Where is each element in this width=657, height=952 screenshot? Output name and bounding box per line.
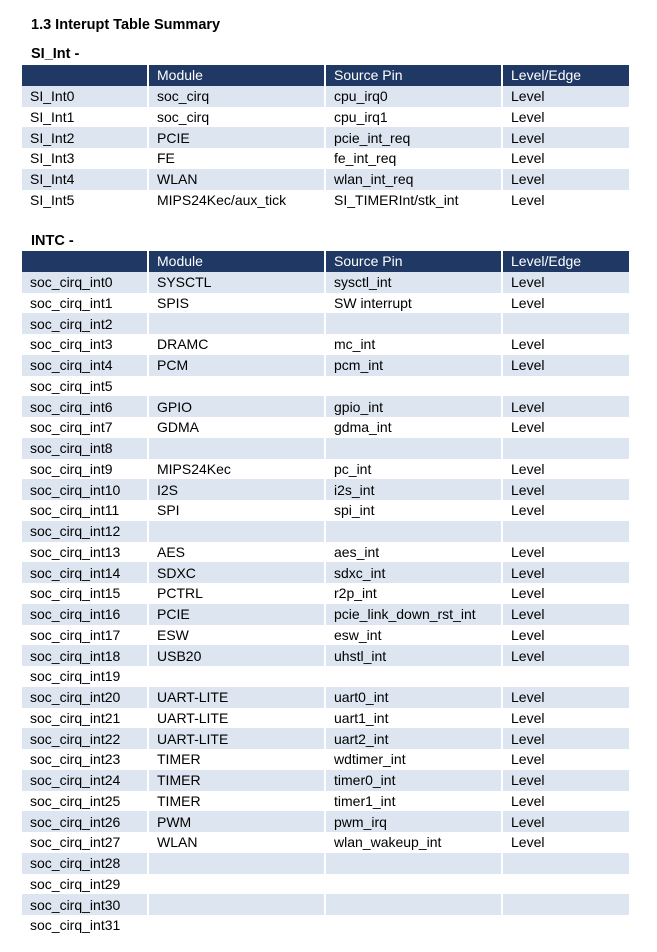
table-row bbox=[22, 521, 629, 542]
table-row bbox=[22, 107, 629, 128]
cell-level-edge: Level bbox=[502, 583, 629, 604]
table-row bbox=[22, 749, 629, 770]
cell-level-edge bbox=[502, 666, 629, 687]
cell-source-pin: pwm_irq bbox=[325, 811, 502, 832]
cell-module bbox=[148, 521, 325, 542]
cell-interrupt-name: soc_cirq_int10 bbox=[22, 479, 148, 500]
table-row bbox=[22, 853, 629, 874]
cell-source-pin: pcie_int_req bbox=[325, 127, 502, 148]
cell-source-pin: gdma_int bbox=[325, 417, 502, 438]
cell-interrupt-name: soc_cirq_int20 bbox=[22, 687, 148, 708]
cell-level-edge: Level bbox=[502, 272, 629, 293]
cell-module: WLAN bbox=[148, 169, 325, 190]
cell-interrupt-name: soc_cirq_int25 bbox=[22, 791, 148, 812]
cell-source-pin: uart1_int bbox=[325, 708, 502, 729]
cell-source-pin: sdxc_int bbox=[325, 562, 502, 583]
cell-source-pin: uart0_int bbox=[325, 687, 502, 708]
table-row bbox=[22, 127, 629, 148]
table-header-row bbox=[22, 251, 629, 272]
cell-module: SYSCTL bbox=[148, 272, 325, 293]
cell-source-pin: esw_int bbox=[325, 625, 502, 646]
cell-module bbox=[148, 915, 325, 936]
intc-table bbox=[22, 251, 629, 936]
cell-module: PCM bbox=[148, 355, 325, 376]
cell-interrupt-name: soc_cirq_int19 bbox=[22, 666, 148, 687]
cell-level-edge: Level bbox=[502, 728, 629, 749]
table-row bbox=[22, 894, 629, 915]
column-header-module: Module bbox=[148, 65, 325, 86]
cell-interrupt-name: SI_Int4 bbox=[22, 169, 148, 190]
cell-level-edge: Level bbox=[502, 396, 629, 417]
si-int-table-body bbox=[22, 86, 629, 211]
cell-module: DRAMC bbox=[148, 334, 325, 355]
cell-interrupt-name: soc_cirq_int21 bbox=[22, 708, 148, 729]
table-row bbox=[22, 376, 629, 397]
table-row bbox=[22, 874, 629, 895]
cell-interrupt-name: soc_cirq_int7 bbox=[22, 417, 148, 438]
cell-module: UART-LITE bbox=[148, 687, 325, 708]
cell-interrupt-name: soc_cirq_int15 bbox=[22, 583, 148, 604]
cell-level-edge: Level bbox=[502, 625, 629, 646]
cell-level-edge: Level bbox=[502, 334, 629, 355]
cell-level-edge bbox=[502, 438, 629, 459]
cell-source-pin: sysctl_int bbox=[325, 272, 502, 293]
cell-module: PCIE bbox=[148, 127, 325, 148]
cell-module bbox=[148, 376, 325, 397]
table-row bbox=[22, 625, 629, 646]
table-row bbox=[22, 583, 629, 604]
cell-interrupt-name: soc_cirq_int29 bbox=[22, 874, 148, 895]
cell-module: ESW bbox=[148, 625, 325, 646]
cell-level-edge: Level bbox=[502, 293, 629, 314]
cell-module bbox=[148, 874, 325, 895]
cell-interrupt-name: soc_cirq_int22 bbox=[22, 728, 148, 749]
cell-module: TIMER bbox=[148, 749, 325, 770]
table-row bbox=[22, 313, 629, 334]
cell-interrupt-name: soc_cirq_int5 bbox=[22, 376, 148, 397]
cell-module bbox=[148, 313, 325, 334]
cell-module: soc_cirq bbox=[148, 107, 325, 128]
cell-interrupt-name: soc_cirq_int18 bbox=[22, 645, 148, 666]
cell-level-edge: Level bbox=[502, 687, 629, 708]
cell-source-pin: aes_int bbox=[325, 542, 502, 563]
table-row bbox=[22, 915, 629, 936]
table-row bbox=[22, 666, 629, 687]
cell-interrupt-name: soc_cirq_int26 bbox=[22, 811, 148, 832]
cell-source-pin: gpio_int bbox=[325, 396, 502, 417]
cell-source-pin: uart2_int bbox=[325, 728, 502, 749]
cell-module: USB20 bbox=[148, 645, 325, 666]
cell-level-edge: Level bbox=[502, 770, 629, 791]
cell-level-edge bbox=[502, 915, 629, 936]
cell-module: WLAN bbox=[148, 832, 325, 853]
cell-source-pin bbox=[325, 521, 502, 542]
table-row bbox=[22, 708, 629, 729]
cell-module: SPI bbox=[148, 500, 325, 521]
cell-module bbox=[148, 894, 325, 915]
table-row bbox=[22, 272, 629, 293]
cell-level-edge: Level bbox=[502, 459, 629, 480]
table-row bbox=[22, 148, 629, 169]
table-row bbox=[22, 169, 629, 190]
cell-module: PWM bbox=[148, 811, 325, 832]
cell-level-edge: Level bbox=[502, 791, 629, 812]
table-row bbox=[22, 832, 629, 853]
cell-level-edge bbox=[502, 313, 629, 334]
cell-module: SPIS bbox=[148, 293, 325, 314]
table-row bbox=[22, 417, 629, 438]
cell-module: I2S bbox=[148, 479, 325, 500]
cell-module: SDXC bbox=[148, 562, 325, 583]
table-row bbox=[22, 438, 629, 459]
column-header-name bbox=[22, 65, 148, 86]
cell-module: UART-LITE bbox=[148, 708, 325, 729]
cell-source-pin: pc_int bbox=[325, 459, 502, 480]
cell-source-pin bbox=[325, 666, 502, 687]
cell-interrupt-name: soc_cirq_int31 bbox=[22, 915, 148, 936]
si-int-table-title: SI_Int - bbox=[31, 46, 80, 62]
cell-source-pin: uhstl_int bbox=[325, 645, 502, 666]
table-row bbox=[22, 86, 629, 107]
cell-source-pin: pcm_int bbox=[325, 355, 502, 376]
cell-interrupt-name: SI_Int2 bbox=[22, 127, 148, 148]
cell-level-edge: Level bbox=[502, 542, 629, 563]
column-header-source-pin: Source Pin bbox=[325, 251, 502, 272]
cell-module: MIPS24Kec bbox=[148, 459, 325, 480]
cell-level-edge: Level bbox=[502, 107, 629, 128]
table-row bbox=[22, 293, 629, 314]
table-row bbox=[22, 459, 629, 480]
cell-interrupt-name: soc_cirq_int28 bbox=[22, 853, 148, 874]
table-header-row bbox=[22, 65, 629, 86]
cell-interrupt-name: soc_cirq_int17 bbox=[22, 625, 148, 646]
cell-interrupt-name: SI_Int1 bbox=[22, 107, 148, 128]
cell-level-edge: Level bbox=[502, 355, 629, 376]
intc-table-body bbox=[22, 272, 629, 936]
cell-source-pin: timer0_int bbox=[325, 770, 502, 791]
section-title: 1.3 Interupt Table Summary bbox=[31, 17, 221, 33]
cell-level-edge bbox=[502, 874, 629, 895]
cell-source-pin: i2s_int bbox=[325, 479, 502, 500]
cell-interrupt-name: soc_cirq_int16 bbox=[22, 604, 148, 625]
cell-source-pin: pcie_link_down_rst_int bbox=[325, 604, 502, 625]
cell-source-pin bbox=[325, 853, 502, 874]
column-header-module: Module bbox=[148, 251, 325, 272]
table-row bbox=[22, 791, 629, 812]
cell-interrupt-name: SI_Int5 bbox=[22, 190, 148, 211]
table-row bbox=[22, 355, 629, 376]
cell-level-edge bbox=[502, 521, 629, 542]
cell-interrupt-name: soc_cirq_int14 bbox=[22, 562, 148, 583]
cell-source-pin: SI_TIMERInt/stk_int bbox=[325, 190, 502, 211]
cell-interrupt-name: soc_cirq_int3 bbox=[22, 334, 148, 355]
table-row bbox=[22, 645, 629, 666]
cell-source-pin: timer1_int bbox=[325, 791, 502, 812]
cell-level-edge: Level bbox=[502, 832, 629, 853]
table-row bbox=[22, 811, 629, 832]
cell-level-edge bbox=[502, 376, 629, 397]
cell-level-edge: Level bbox=[502, 417, 629, 438]
cell-module: PCTRL bbox=[148, 583, 325, 604]
cell-level-edge: Level bbox=[502, 562, 629, 583]
cell-module: FE bbox=[148, 148, 325, 169]
table-row bbox=[22, 500, 629, 521]
column-header-source-pin: Source Pin bbox=[325, 65, 502, 86]
cell-source-pin: wdtimer_int bbox=[325, 749, 502, 770]
column-header-name bbox=[22, 251, 148, 272]
cell-level-edge: Level bbox=[502, 645, 629, 666]
table-row bbox=[22, 728, 629, 749]
cell-level-edge: Level bbox=[502, 86, 629, 107]
cell-interrupt-name: soc_cirq_int24 bbox=[22, 770, 148, 791]
cell-interrupt-name: soc_cirq_int13 bbox=[22, 542, 148, 563]
cell-level-edge bbox=[502, 894, 629, 915]
cell-source-pin: spi_int bbox=[325, 500, 502, 521]
cell-source-pin bbox=[325, 894, 502, 915]
table-row bbox=[22, 479, 629, 500]
cell-source-pin: r2p_int bbox=[325, 583, 502, 604]
cell-source-pin bbox=[325, 438, 502, 459]
cell-level-edge: Level bbox=[502, 148, 629, 169]
cell-module: TIMER bbox=[148, 770, 325, 791]
cell-level-edge: Level bbox=[502, 127, 629, 148]
table-row bbox=[22, 190, 629, 211]
cell-interrupt-name: SI_Int3 bbox=[22, 148, 148, 169]
cell-module: MIPS24Kec/aux_tick bbox=[148, 190, 325, 211]
cell-module bbox=[148, 438, 325, 459]
cell-level-edge: Level bbox=[502, 749, 629, 770]
cell-module: AES bbox=[148, 542, 325, 563]
cell-interrupt-name: soc_cirq_int1 bbox=[22, 293, 148, 314]
cell-interrupt-name: soc_cirq_int8 bbox=[22, 438, 148, 459]
cell-source-pin: SW interrupt bbox=[325, 293, 502, 314]
cell-level-edge: Level bbox=[502, 811, 629, 832]
cell-level-edge: Level bbox=[502, 604, 629, 625]
cell-level-edge: Level bbox=[502, 190, 629, 211]
cell-level-edge bbox=[502, 853, 629, 874]
cell-level-edge: Level bbox=[502, 479, 629, 500]
cell-interrupt-name: soc_cirq_int6 bbox=[22, 396, 148, 417]
cell-module bbox=[148, 666, 325, 687]
table-row bbox=[22, 562, 629, 583]
cell-interrupt-name: soc_cirq_int27 bbox=[22, 832, 148, 853]
table-row bbox=[22, 334, 629, 355]
table-row bbox=[22, 770, 629, 791]
cell-interrupt-name: soc_cirq_int11 bbox=[22, 500, 148, 521]
cell-interrupt-name: soc_cirq_int2 bbox=[22, 313, 148, 334]
cell-interrupt-name: soc_cirq_int4 bbox=[22, 355, 148, 376]
cell-source-pin bbox=[325, 313, 502, 334]
si-int-table bbox=[22, 65, 629, 210]
cell-interrupt-name: soc_cirq_int30 bbox=[22, 894, 148, 915]
cell-interrupt-name: soc_cirq_int0 bbox=[22, 272, 148, 293]
cell-module: soc_cirq bbox=[148, 86, 325, 107]
cell-module: GDMA bbox=[148, 417, 325, 438]
cell-interrupt-name: soc_cirq_int23 bbox=[22, 749, 148, 770]
cell-level-edge: Level bbox=[502, 500, 629, 521]
cell-level-edge: Level bbox=[502, 708, 629, 729]
cell-module: TIMER bbox=[148, 791, 325, 812]
cell-source-pin bbox=[325, 874, 502, 895]
cell-source-pin bbox=[325, 915, 502, 936]
cell-source-pin: wlan_int_req bbox=[325, 169, 502, 190]
cell-source-pin: cpu_irq0 bbox=[325, 86, 502, 107]
cell-interrupt-name: SI_Int0 bbox=[22, 86, 148, 107]
table-row bbox=[22, 604, 629, 625]
cell-source-pin: mc_int bbox=[325, 334, 502, 355]
cell-module: UART-LITE bbox=[148, 728, 325, 749]
table-row bbox=[22, 542, 629, 563]
column-header-level-edge: Level/Edge bbox=[502, 65, 629, 86]
cell-module: PCIE bbox=[148, 604, 325, 625]
cell-source-pin: cpu_irq1 bbox=[325, 107, 502, 128]
cell-source-pin: wlan_wakeup_int bbox=[325, 832, 502, 853]
intc-table-title: INTC - bbox=[31, 233, 74, 249]
cell-interrupt-name: soc_cirq_int12 bbox=[22, 521, 148, 542]
table-row bbox=[22, 687, 629, 708]
cell-source-pin: fe_int_req bbox=[325, 148, 502, 169]
column-header-level-edge: Level/Edge bbox=[502, 251, 629, 272]
cell-interrupt-name: soc_cirq_int9 bbox=[22, 459, 148, 480]
table-row bbox=[22, 396, 629, 417]
cell-source-pin bbox=[325, 376, 502, 397]
cell-module bbox=[148, 853, 325, 874]
cell-level-edge: Level bbox=[502, 169, 629, 190]
cell-module: GPIO bbox=[148, 396, 325, 417]
